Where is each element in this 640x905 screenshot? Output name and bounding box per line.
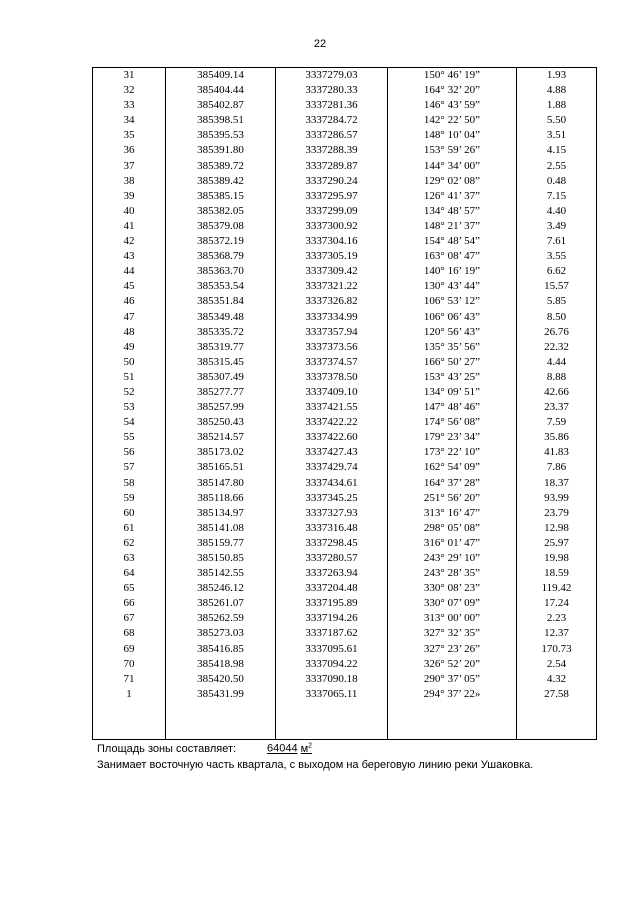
x-coordinate-cell: 385398.51 <box>166 113 276 128</box>
x-coordinate-cell: 385246.12 <box>166 581 276 596</box>
distance-cell: 3.51 <box>517 128 597 143</box>
distance-cell: 18.59 <box>517 566 597 581</box>
distance-cell: 5.85 <box>517 294 597 309</box>
table-row <box>93 672 597 687</box>
y-coordinate-cell: 3337422.60 <box>276 430 388 445</box>
distance-cell: 23.79 <box>517 506 597 521</box>
bearing-cell: 330° 08’ 23” <box>388 581 517 596</box>
point-number-cell: 54 <box>93 415 166 430</box>
y-coordinate-cell: 3337284.72 <box>276 113 388 128</box>
bearing-cell: 313° 00’ 00” <box>388 611 517 626</box>
table-row <box>93 566 597 581</box>
table-row <box>93 325 597 340</box>
bearing-cell: 146° 43’ 59” <box>388 98 517 113</box>
x-coordinate-cell: 385257.99 <box>166 400 276 415</box>
point-number-cell: 31 <box>93 68 166 84</box>
x-coordinate-cell: 385404.44 <box>166 83 276 98</box>
y-coordinate-cell: 3337327.93 <box>276 506 388 521</box>
empty-cell <box>276 702 388 740</box>
x-coordinate-cell: 385173.02 <box>166 445 276 460</box>
table-row <box>93 249 597 264</box>
point-number-cell: 36 <box>93 143 166 158</box>
y-coordinate-cell: 3337279.03 <box>276 68 388 84</box>
distance-cell: 2.23 <box>517 611 597 626</box>
x-coordinate-cell: 385420.50 <box>166 672 276 687</box>
table-row <box>93 551 597 566</box>
point-number-cell: 60 <box>93 506 166 521</box>
table-row <box>93 370 597 385</box>
point-number-cell: 69 <box>93 642 166 657</box>
point-number-cell: 39 <box>93 189 166 204</box>
distance-cell: 4.32 <box>517 672 597 687</box>
distance-cell: 3.55 <box>517 249 597 264</box>
bearing-cell: 106° 53’ 12” <box>388 294 517 309</box>
distance-cell: 22.32 <box>517 340 597 355</box>
table-row <box>93 506 597 521</box>
distance-cell: 6.62 <box>517 264 597 279</box>
bearing-cell: 179° 23’ 34” <box>388 430 517 445</box>
distance-cell: 7.61 <box>517 234 597 249</box>
point-number-cell: 38 <box>93 174 166 189</box>
y-coordinate-cell: 3337281.36 <box>276 98 388 113</box>
area-label: Площадь зоны составляет: <box>97 742 237 755</box>
y-coordinate-cell: 3337280.33 <box>276 83 388 98</box>
x-coordinate-cell: 385315.45 <box>166 355 276 370</box>
distance-cell: 2.54 <box>517 657 597 672</box>
y-coordinate-cell: 3337429.74 <box>276 460 388 475</box>
point-number-cell: 70 <box>93 657 166 672</box>
distance-cell: 25.97 <box>517 536 597 551</box>
table-row <box>93 68 597 84</box>
bearing-cell: 126° 41’ 37” <box>388 189 517 204</box>
x-coordinate-cell: 385416.85 <box>166 642 276 657</box>
point-number-cell: 62 <box>93 536 166 551</box>
bearing-cell: 134° 09’ 51” <box>388 385 517 400</box>
x-coordinate-cell: 385363.70 <box>166 264 276 279</box>
table-row <box>93 687 597 702</box>
x-coordinate-cell: 385165.51 <box>166 460 276 475</box>
distance-cell: 19.98 <box>517 551 597 566</box>
table-row <box>93 430 597 445</box>
x-coordinate-cell: 385335.72 <box>166 325 276 340</box>
table-row <box>93 204 597 219</box>
zone-summary <box>97 738 617 773</box>
coordinates-table <box>92 67 597 740</box>
y-coordinate-cell: 3337295.97 <box>276 189 388 204</box>
y-coordinate-cell: 3337321.22 <box>276 279 388 294</box>
table-row <box>93 642 597 657</box>
distance-cell: 15.57 <box>517 279 597 294</box>
bearing-cell: 327° 23’ 26” <box>388 642 517 657</box>
zone-description: Занимает восточную часть квартала, с выходом на береговую линию реки Ушаковка. <box>97 759 534 771</box>
point-number-cell: 63 <box>93 551 166 566</box>
table-row <box>93 219 597 234</box>
point-number-cell: 43 <box>93 249 166 264</box>
point-number-cell: 64 <box>93 566 166 581</box>
x-coordinate-cell: 385409.14 <box>166 68 276 84</box>
area-line <box>97 738 617 754</box>
bearing-cell: 316° 01’ 47” <box>388 536 517 551</box>
point-number-cell: 57 <box>93 460 166 475</box>
bearing-cell: 129° 02’ 08” <box>388 174 517 189</box>
page-number: 22 <box>313 38 327 50</box>
point-number-cell: 1 <box>93 687 166 702</box>
point-number-cell: 48 <box>93 325 166 340</box>
bearing-cell: 153° 43’ 25” <box>388 370 517 385</box>
table-row <box>93 294 597 309</box>
table-row <box>93 264 597 279</box>
bearing-cell: 148° 21’ 37” <box>388 219 517 234</box>
distance-cell: 93.99 <box>517 491 597 506</box>
x-coordinate-cell: 385382.05 <box>166 204 276 219</box>
bearing-cell: 173° 22’ 10” <box>388 445 517 460</box>
y-coordinate-cell: 3337345.25 <box>276 491 388 506</box>
table-row <box>93 340 597 355</box>
bearing-cell: 163° 08’ 47” <box>388 249 517 264</box>
bearing-cell: 162° 54’ 09” <box>388 460 517 475</box>
y-coordinate-cell: 3337422.22 <box>276 415 388 430</box>
y-coordinate-cell: 3337434.61 <box>276 476 388 491</box>
empty-cell <box>166 702 276 740</box>
distance-cell: 27.58 <box>517 687 597 702</box>
table-row <box>93 400 597 415</box>
y-coordinate-cell: 3337204.48 <box>276 581 388 596</box>
bearing-cell: 154° 48’ 54” <box>388 234 517 249</box>
y-coordinate-cell: 3337305.19 <box>276 249 388 264</box>
y-coordinate-cell: 3337280.57 <box>276 551 388 566</box>
point-number-cell: 32 <box>93 83 166 98</box>
y-coordinate-cell: 3337187.62 <box>276 626 388 641</box>
distance-cell: 2.55 <box>517 159 597 174</box>
bearing-cell: 326° 52’ 20” <box>388 657 517 672</box>
y-coordinate-cell: 3337095.61 <box>276 642 388 657</box>
point-number-cell: 33 <box>93 98 166 113</box>
table-row <box>93 355 597 370</box>
bearing-cell: 327° 32’ 35” <box>388 626 517 641</box>
point-number-cell: 53 <box>93 400 166 415</box>
distance-cell: 5.50 <box>517 113 597 128</box>
y-coordinate-cell: 3337290.24 <box>276 174 388 189</box>
bearing-cell: 144° 34’ 00” <box>388 159 517 174</box>
y-coordinate-cell: 3337194.26 <box>276 611 388 626</box>
point-number-cell: 49 <box>93 340 166 355</box>
distance-cell: 0.48 <box>517 174 597 189</box>
x-coordinate-cell: 385395.53 <box>166 128 276 143</box>
table-row <box>93 521 597 536</box>
point-number-cell: 66 <box>93 596 166 611</box>
table-row <box>93 415 597 430</box>
bearing-cell: 251° 56’ 20” <box>388 491 517 506</box>
bearing-cell: 153° 59’ 26” <box>388 143 517 158</box>
bearing-cell: 243° 28’ 35” <box>388 566 517 581</box>
table-row <box>93 159 597 174</box>
x-coordinate-cell: 385379.08 <box>166 219 276 234</box>
x-coordinate-cell: 385349.48 <box>166 310 276 325</box>
distance-cell: 18.37 <box>517 476 597 491</box>
table-row <box>93 189 597 204</box>
y-coordinate-cell: 3337373.56 <box>276 340 388 355</box>
y-coordinate-cell: 3337309.42 <box>276 264 388 279</box>
table-row <box>93 611 597 626</box>
table-row <box>93 445 597 460</box>
table-row <box>93 279 597 294</box>
x-coordinate-cell: 385368.79 <box>166 249 276 264</box>
x-coordinate-cell: 385118.66 <box>166 491 276 506</box>
distance-cell: 8.88 <box>517 370 597 385</box>
x-coordinate-cell: 385402.87 <box>166 98 276 113</box>
empty-cell <box>93 702 166 740</box>
x-coordinate-cell: 385250.43 <box>166 415 276 430</box>
y-coordinate-cell: 3337289.87 <box>276 159 388 174</box>
y-coordinate-cell: 3337357.94 <box>276 325 388 340</box>
table-row <box>93 310 597 325</box>
y-coordinate-cell: 3337427.43 <box>276 445 388 460</box>
distance-cell: 12.37 <box>517 626 597 641</box>
bearing-cell: 106° 06’ 43” <box>388 310 517 325</box>
area-unit-text: м <box>300 742 309 755</box>
point-number-cell: 46 <box>93 294 166 309</box>
point-number-cell: 52 <box>93 385 166 400</box>
table-row <box>93 128 597 143</box>
point-number-cell: 37 <box>93 159 166 174</box>
x-coordinate-cell: 385385.15 <box>166 189 276 204</box>
y-coordinate-cell: 3337094.22 <box>276 657 388 672</box>
y-coordinate-cell: 3337374.57 <box>276 355 388 370</box>
x-coordinate-cell: 385351.84 <box>166 294 276 309</box>
point-number-cell: 71 <box>93 672 166 687</box>
distance-cell: 23.37 <box>517 400 597 415</box>
distance-cell: 12.98 <box>517 521 597 536</box>
distance-cell: 7.15 <box>517 189 597 204</box>
distance-cell: 26.76 <box>517 325 597 340</box>
distance-cell: 7.59 <box>517 415 597 430</box>
point-number-cell: 51 <box>93 370 166 385</box>
y-coordinate-cell: 3337263.94 <box>276 566 388 581</box>
distance-cell: 1.93 <box>517 68 597 84</box>
distance-cell: 35.86 <box>517 430 597 445</box>
distance-cell: 4.40 <box>517 204 597 219</box>
coordinates-table-body <box>93 68 597 740</box>
point-number-cell: 42 <box>93 234 166 249</box>
x-coordinate-cell: 385391.80 <box>166 143 276 158</box>
table-row <box>93 143 597 158</box>
x-coordinate-cell: 385150.85 <box>166 551 276 566</box>
x-coordinate-cell: 385418.98 <box>166 657 276 672</box>
area-value: 64044 <box>267 742 298 755</box>
point-number-cell: 34 <box>93 113 166 128</box>
bearing-cell: 164° 32’ 20” <box>388 83 517 98</box>
empty-cell <box>388 702 517 740</box>
point-number-cell: 41 <box>93 219 166 234</box>
bearing-cell: 120° 56’ 43” <box>388 325 517 340</box>
table-row <box>93 536 597 551</box>
y-coordinate-cell: 3337421.55 <box>276 400 388 415</box>
bearing-cell: 147° 48’ 46” <box>388 400 517 415</box>
distance-cell: 119.42 <box>517 581 597 596</box>
y-coordinate-cell: 3337288.39 <box>276 143 388 158</box>
x-coordinate-cell: 385147.80 <box>166 476 276 491</box>
x-coordinate-cell: 385389.42 <box>166 174 276 189</box>
distance-cell: 4.44 <box>517 355 597 370</box>
y-coordinate-cell: 3337286.57 <box>276 128 388 143</box>
point-number-cell: 44 <box>93 264 166 279</box>
x-coordinate-cell: 385134.97 <box>166 506 276 521</box>
table-row <box>93 174 597 189</box>
x-coordinate-cell: 385277.77 <box>166 385 276 400</box>
bearing-cell: 243° 29’ 10” <box>388 551 517 566</box>
y-coordinate-cell: 3337300.92 <box>276 219 388 234</box>
point-number-cell: 68 <box>93 626 166 641</box>
point-number-cell: 35 <box>93 128 166 143</box>
y-coordinate-cell: 3337316.48 <box>276 521 388 536</box>
bearing-cell: 148° 10’ 04” <box>388 128 517 143</box>
bearing-cell: 166° 50’ 27” <box>388 355 517 370</box>
bearing-cell: 140° 16’ 19” <box>388 264 517 279</box>
table-row <box>93 113 597 128</box>
x-coordinate-cell: 385353.54 <box>166 279 276 294</box>
bearing-cell: 294° 37’ 22» <box>388 687 517 702</box>
distance-cell: 7.86 <box>517 460 597 475</box>
table-row <box>93 626 597 641</box>
distance-cell: 1.88 <box>517 98 597 113</box>
y-coordinate-cell: 3337299.09 <box>276 204 388 219</box>
point-number-cell: 59 <box>93 491 166 506</box>
table-blank-row <box>93 702 597 740</box>
distance-cell: 4.88 <box>517 83 597 98</box>
bearing-cell: 134° 48’ 57” <box>388 204 517 219</box>
point-number-cell: 45 <box>93 279 166 294</box>
distance-cell: 41.83 <box>517 445 597 460</box>
table-row <box>93 83 597 98</box>
distance-cell: 3.49 <box>517 219 597 234</box>
y-coordinate-cell: 3337409.10 <box>276 385 388 400</box>
bearing-cell: 174° 56’ 08” <box>388 415 517 430</box>
point-number-cell: 61 <box>93 521 166 536</box>
x-coordinate-cell: 385261.07 <box>166 596 276 611</box>
table-row <box>93 491 597 506</box>
table-row <box>93 581 597 596</box>
table-row <box>93 460 597 475</box>
distance-cell: 170.73 <box>517 642 597 657</box>
point-number-cell: 65 <box>93 581 166 596</box>
point-number-cell: 58 <box>93 476 166 491</box>
empty-cell <box>517 702 597 740</box>
bearing-cell: 135° 35’ 56” <box>388 340 517 355</box>
x-coordinate-cell: 385307.49 <box>166 370 276 385</box>
table-row <box>93 234 597 249</box>
point-number-cell: 40 <box>93 204 166 219</box>
table-row <box>93 657 597 672</box>
bearing-cell: 298° 05’ 08” <box>388 521 517 536</box>
area-unit-power: 2 <box>308 742 313 749</box>
y-coordinate-cell: 3337326.82 <box>276 294 388 309</box>
point-number-cell: 55 <box>93 430 166 445</box>
y-coordinate-cell: 3337378.50 <box>276 370 388 385</box>
point-number-cell: 50 <box>93 355 166 370</box>
table-row <box>93 476 597 491</box>
x-coordinate-cell: 385142.55 <box>166 566 276 581</box>
point-number-cell: 67 <box>93 611 166 626</box>
y-coordinate-cell: 3337298.45 <box>276 536 388 551</box>
point-number-cell: 47 <box>93 310 166 325</box>
y-coordinate-cell: 3337090.18 <box>276 672 388 687</box>
x-coordinate-cell: 385262.59 <box>166 611 276 626</box>
y-coordinate-cell: 3337304.16 <box>276 234 388 249</box>
x-coordinate-cell: 385273.03 <box>166 626 276 641</box>
distance-cell: 8.50 <box>517 310 597 325</box>
bearing-cell: 150° 46’ 19” <box>388 68 517 84</box>
bearing-cell: 164° 37’ 28” <box>388 476 517 491</box>
x-coordinate-cell: 385319.77 <box>166 340 276 355</box>
x-coordinate-cell: 385431.99 <box>166 687 276 702</box>
y-coordinate-cell: 3337334.99 <box>276 310 388 325</box>
bearing-cell: 142° 22’ 50” <box>388 113 517 128</box>
y-coordinate-cell: 3337065.11 <box>276 687 388 702</box>
table-row <box>93 385 597 400</box>
table-row <box>93 98 597 113</box>
x-coordinate-cell: 385389.72 <box>166 159 276 174</box>
x-coordinate-cell: 385159.77 <box>166 536 276 551</box>
bearing-cell: 130° 43’ 44” <box>388 279 517 294</box>
distance-cell: 42.66 <box>517 385 597 400</box>
bearing-cell: 313° 16’ 47” <box>388 506 517 521</box>
table-row <box>93 596 597 611</box>
point-number-cell: 56 <box>93 445 166 460</box>
x-coordinate-cell: 385214.57 <box>166 430 276 445</box>
x-coordinate-cell: 385141.08 <box>166 521 276 536</box>
area-unit <box>301 743 312 755</box>
distance-cell: 4.15 <box>517 143 597 158</box>
bearing-cell: 330° 07’ 09” <box>388 596 517 611</box>
distance-cell: 17.24 <box>517 596 597 611</box>
bearing-cell: 290° 37’ 05” <box>388 672 517 687</box>
y-coordinate-cell: 3337195.89 <box>276 596 388 611</box>
x-coordinate-cell: 385372.19 <box>166 234 276 249</box>
